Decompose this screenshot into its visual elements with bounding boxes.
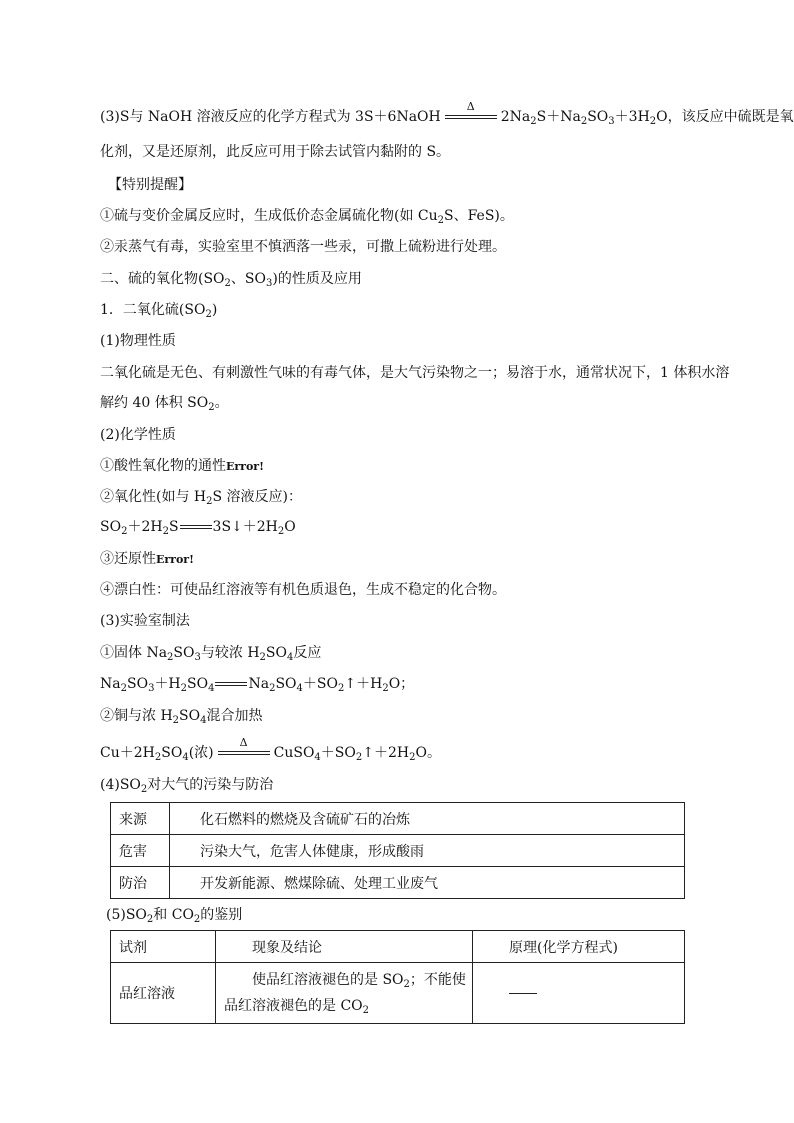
oxidizing-equation: $SO_2+2H_2S$ $3S↓+2H_2O$ [100,519,296,537]
table-row: 防治 开发新能源、燃煤除硫、处理工业废气 [111,867,685,899]
lab-method-1-equation: $Na_2SO_3+H_2SO_4$ $Na_2SO_4+SO_2↑+H_2O$； [100,676,415,694]
tip-2: ②汞蒸气有毒，实验室里不慎洒落一些汞，可撒上硫粉进行处理。 [100,239,506,255]
lab-method-2: ②铜与浓 $H_2SO_4$混合加热 [100,708,263,726]
tip-1: ①硫与变价金属反应时，生成低价态金属硫化物(如 $Cu_2S$、FeS)。 [100,208,514,226]
identification-title: $(5)SO_2$和 $CO_2$的鉴别 [106,907,243,925]
pollution-title: $(4)SO_2$对大气的污染与防治 [100,777,274,795]
text: (3)S与 NaOH 溶液反应的化学方程式为 3S＋6NaOH [100,109,441,125]
acidic-oxide: ①酸性氧化物的通性Error! [100,458,264,474]
section-2-heading: 二、硫的氧化物($SO_2$、$SO_3$)的性质及应用 [100,271,362,289]
dash [509,993,537,994]
reducing: ③还原性Error! [100,551,194,567]
physical-properties-text: 二氧化硫是无色、有刺激性气味的有毒气体，是大气污染物之一；易溶于水，通常状况下，1 体积水溶 [100,365,730,381]
heat-equals-sign: Δ [445,110,497,124]
heading-so2: 1．二氧化硫$(SO_2)$ [100,302,218,320]
physical-properties-text-2: 解约 40 体积 $SO_2$。 [100,395,229,413]
table-row: 危害 污染大气，危害人体健康，形成酸雨 [111,835,685,867]
lab-method-1: ①固体 $Na_2SO_3$与较浓 $H_2SO_4$反应 [100,645,322,663]
tip-title: 【特别提醒】 [108,177,192,193]
table-row: 来源 化石燃料的燃烧及含硫矿石的冶炼 [111,803,685,835]
paragraph-3-line2: 化剂，又是还原剂，此反应可用于除去试管内黏附的 S。 [100,144,451,160]
paragraph-3-line1: (3)S与 NaOH 溶液反应的化学方程式为 3S＋6NaOH Δ $2Na_2S+Na_2SO_3+3H_2O$，该反应中硫既是氧 [100,100,794,127]
bleaching: ④漂白性：可使品红溶液等有机色质退色，生成不稳定的化合物。 [100,582,506,598]
lab-prep-title: (3)实验室制法 [100,613,190,629]
physical-properties-title: (1)物理性质 [100,333,176,349]
table-header-row: 试剂 现象及结论 原理(化学方程式) [111,931,685,963]
table-row: 品红溶液 使品红溶液褪色的是 $SO_2$；不能使 品红溶液褪色的是 $CO_2$ [111,963,685,1024]
identification-table [110,930,685,1024]
heat-equals-sign: Δ [218,746,270,760]
lab-method-2-equation: $Cu+2H_2SO_4$(浓) Δ $CuSO_4+SO_2↑+2H_2O$。 [100,736,441,763]
pollution-table [110,802,685,899]
chemical-properties-title: (2)化学性质 [100,427,176,443]
oxidizing: ②氧化性(如与 $H_2S$ 溶液反应)： [100,489,303,507]
